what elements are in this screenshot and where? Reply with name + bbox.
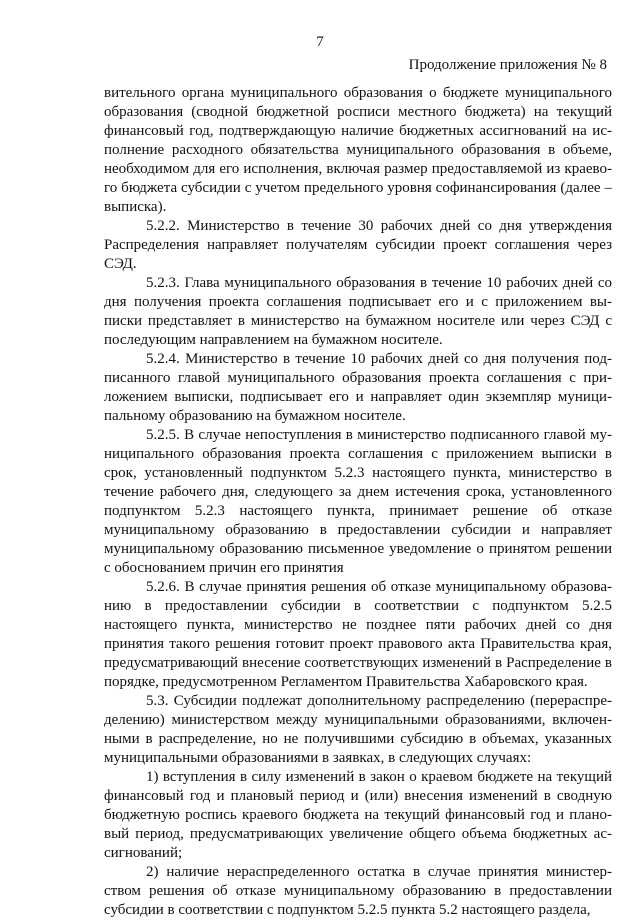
list-item-5-3-1: 1) вступления в силу изменений в закон о краевом бюджете на текущий финансовый год и плановый период и (или) внесения изменений в сводную бюджетную роспись краевого бюджета на текущий финансовый год и плановый период, предусматривающих увеличение общего объема бюджетных ассигнований;: [104, 769, 612, 861]
list-item-5-3-2: 2) наличие нераспределенного остатка в случае принятия министерством решения об отказе муниципальному образованию в предоставлении субсидии в соответствии с подпунктом 5.2.5 пункта 5.2 настоящего раздела,: [104, 864, 612, 918]
paragraph-5-3: 5.3. Субсидии подлежат дополнительному распределению (перераспределению) министерством между муниципальными образованиями, включенными в распределение, но не получившими субсидию в объемах, указанных муниципальными образованиями в заявках, в следующих случаях:: [104, 693, 612, 766]
paragraph-5-2-5: 5.2.5. В случае непоступления в министерство подписанного главой муниципального образования проекта соглашения с приложением выписки в срок, установленный подпунктом 5.2.3 настоящего пункта, министерство в течение рабочего дня, следующего за днем истечения срока, установленного подпунктом 5.2.3 настоящего пункта, принимает решение об отказе муниципальному образованию в предоставлении субсидии и направляет муниципальному образованию письменное уведомление о принятом решении с обоснованием причин его принятия: [104, 427, 612, 576]
document-body: [104, 84, 612, 920]
page-number: 7: [316, 34, 324, 50]
appendix-note: Продолжение приложения № 8: [408, 57, 607, 73]
paragraph-5-2-4: 5.2.4. Министерство в течение 10 рабочих дней со дня получения подписанного главой муниципального образования проекта соглашения с приложением выписки, подписывает его и направляет один экземпляр муниципальному образованию на бумажном носителе.: [104, 351, 612, 424]
paragraph-5-2-3: 5.2.3. Глава муниципального образования в течение 10 рабочих дней со дня получения проекта соглашения подписывает его и с приложением выписки представляет в министерство на бумажном носителе или через СЭД с последующим направлением на бумажном носителе.: [104, 275, 612, 348]
paragraph-continuation: вительного органа муниципального образования о бюджете муниципального образования (сводной бюджетной росписи местного бюджета) на текущий финансовый год, подтверждающую наличие бюджетных ассигнований на исполнение расходного обязательства муниципального образования в объеме, необходимом для его исполнения, включая размер предоставляемой из краевого бюджета субсидии с учетом предельного уровня софинансирования (далее – выписка).: [104, 85, 612, 215]
paragraph-5-2-6: 5.2.6. В случае принятия решения об отказе муниципальному образованию в предоставлении субсидии в соответствии с подпунктом 5.2.5 настоящего пункта, министерство не позднее пяти рабочих дней со дня принятия такого решения готовит проект правового акта Правительства края, предусматривающий внесение соответствующих изменений в Распределение в порядке, предусмотренном Регламентом Правительства Хабаровского края.: [104, 579, 612, 690]
paragraph-5-2-2: 5.2.2. Министерство в течение 30 рабочих дней со дня утверждения Распределения направляет получателям субсидии проект соглашения через СЭД.: [104, 218, 612, 272]
